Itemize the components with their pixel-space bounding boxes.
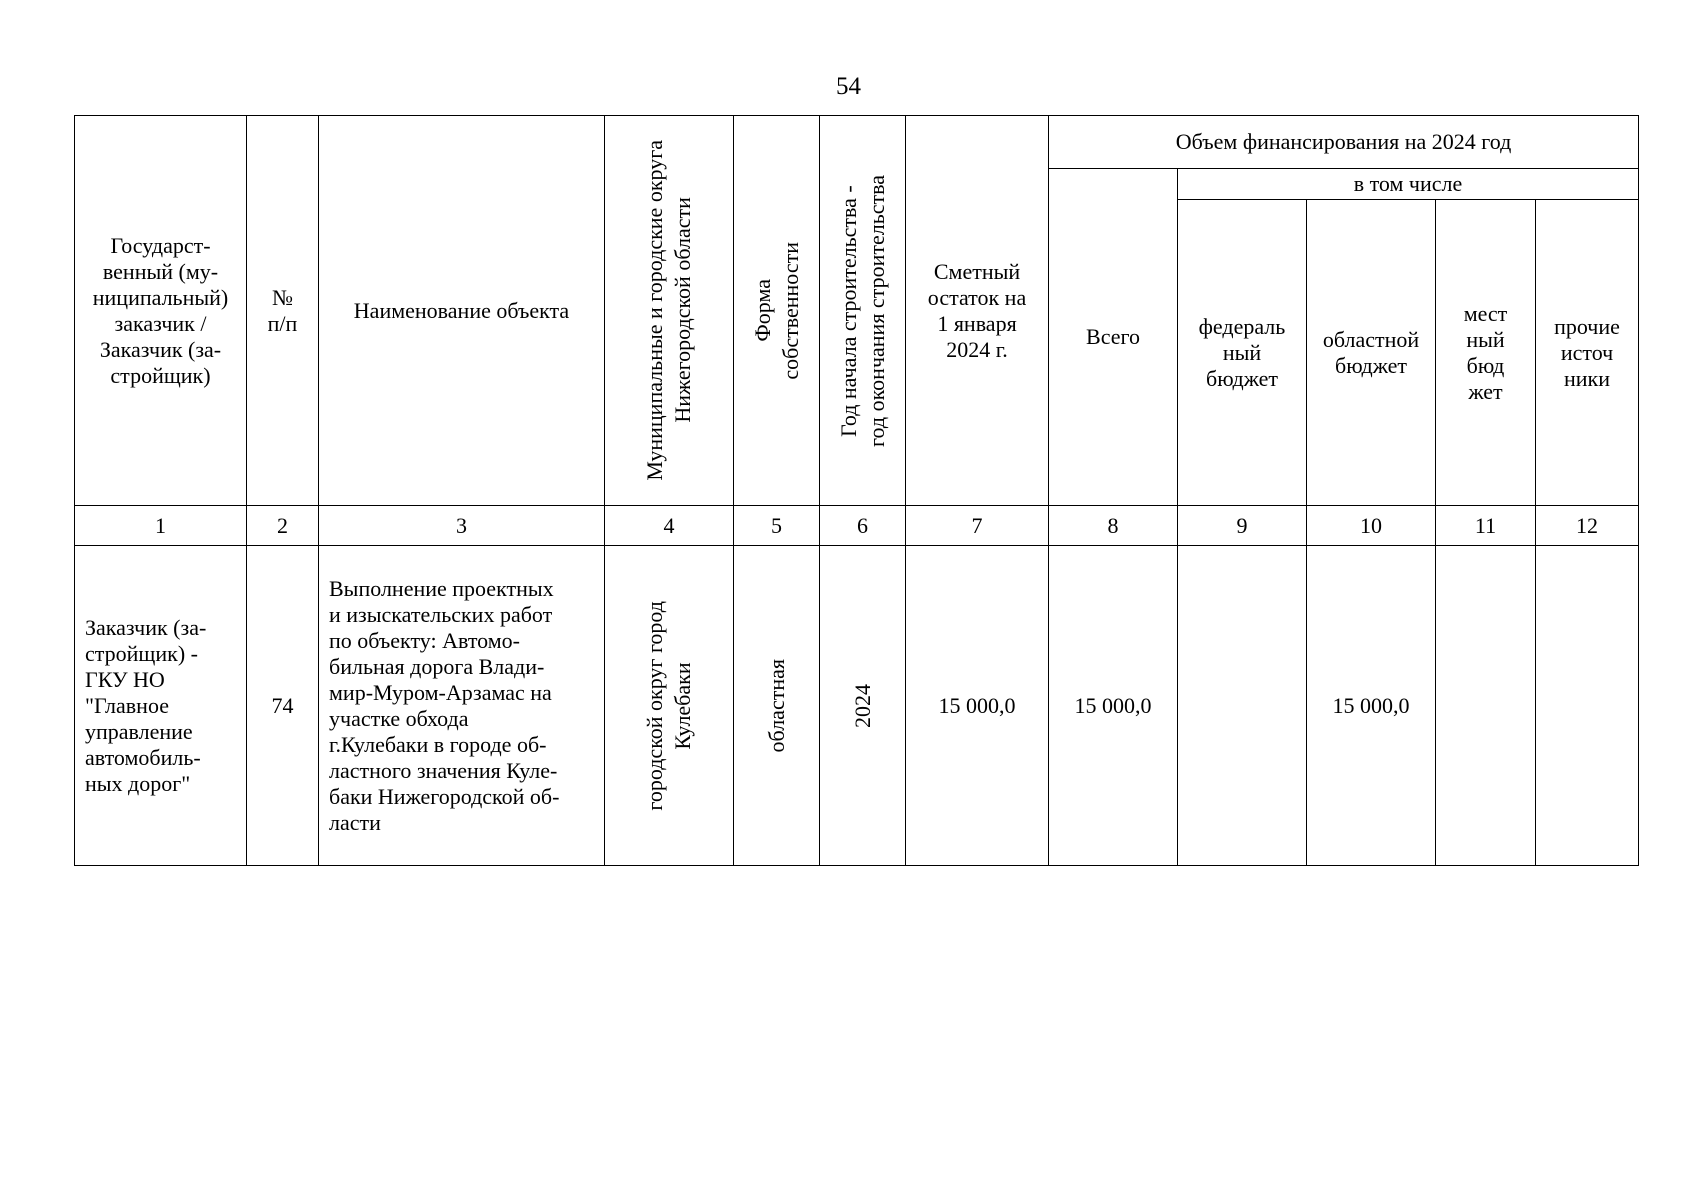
row-total: 15 000,0: [1049, 546, 1178, 866]
header-number: № п/п: [247, 116, 319, 506]
header-other: прочие источ ники: [1536, 200, 1639, 506]
column-number-cell: 9: [1178, 506, 1307, 546]
row-municipality-text: городской округ город Кулебаки: [642, 600, 695, 811]
column-number-cell: 6: [820, 506, 906, 546]
row-municipality: [605, 546, 734, 866]
table-row: [75, 546, 1639, 866]
row-local: [1436, 546, 1536, 866]
header-federal: федераль ный бюджет: [1178, 200, 1307, 506]
column-number-cell: 5: [734, 506, 820, 546]
column-number-cell: 4: [605, 506, 734, 546]
financing-table: [74, 115, 1639, 866]
page-number: 54: [836, 73, 861, 100]
column-number-cell: 12: [1536, 506, 1639, 546]
header-years: [820, 116, 906, 506]
row-number: 74: [247, 546, 319, 866]
column-number-cell: 3: [319, 506, 605, 546]
row-customer: Заказчик (за- стройщик) - ГКУ НО "Главное управление автомобиль- ных дорог": [75, 546, 247, 866]
row-regional: 15 000,0: [1307, 546, 1436, 866]
header-total: Всего: [1049, 169, 1178, 506]
column-number-cell: 8: [1049, 506, 1178, 546]
header-including: в том числе: [1178, 169, 1639, 200]
row-years-text: 2024: [849, 683, 875, 728]
row-ownership-text: областная: [763, 658, 789, 753]
column-number-cell: 7: [906, 506, 1049, 546]
row-years: [820, 546, 906, 866]
column-number-cell: 1: [75, 506, 247, 546]
column-number-cell: 2: [247, 506, 319, 546]
header-funding-group: Объем финансирования на 2024 год: [1049, 116, 1639, 169]
header-customer: Государст- венный (му- ниципальный) заказчик / Заказчик (за- стройщик): [75, 116, 247, 506]
header-estimate-balance: Сметный остаток на 1 января 2024 г.: [906, 116, 1049, 506]
header-municipality: [605, 116, 734, 506]
row-object-name: Выполнение проектных и изыскательских работ по объекту: Автомо- бильная дорога Влади- мир-Муром-Арзамас на участке обхода г.Кулебаки в городе об- ластного значения Куле- баки Нижегородской об- ласти: [319, 546, 605, 866]
header-years-text: Год начала строительства - год окончания строительства: [835, 174, 889, 447]
row-federal: [1178, 546, 1307, 866]
header-municipality-text: Муниципальные и городские округа Нижегородской области: [642, 140, 695, 481]
header-ownership: [734, 116, 820, 506]
header-ownership-text: Форма собственности: [749, 241, 803, 380]
column-number-cell: 11: [1436, 506, 1536, 546]
header-regional: областной бюджет: [1307, 200, 1436, 506]
row-ownership: [734, 546, 820, 866]
row-other: [1536, 546, 1639, 866]
header-local: мест ный бюд жет: [1436, 200, 1536, 506]
column-number-cell: 10: [1307, 506, 1436, 546]
row-estimate-balance: 15 000,0: [906, 546, 1049, 866]
header-object-name: Наименование объекта: [319, 116, 605, 506]
